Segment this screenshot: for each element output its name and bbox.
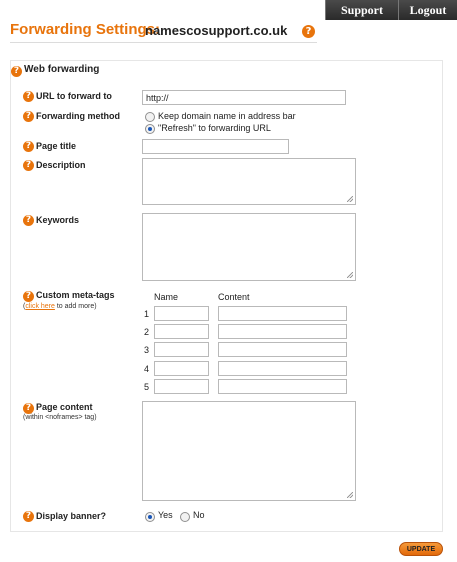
resize-grip[interactable] [347,272,353,278]
meta-content-input[interactable] [218,379,347,394]
help-icon[interactable]: ? [11,66,22,77]
meta-tags-hint: (click here to add more) [23,303,97,310]
help-icon[interactable]: ? [23,403,34,414]
meta-row-number: 3 [143,345,149,355]
url-label: URL to forward to [36,91,112,101]
content-column-header: Content [218,292,250,302]
help-icon[interactable]: ? [302,25,315,38]
page-title-label: Page title [36,141,77,151]
meta-content-input[interactable] [218,306,347,321]
logout-button[interactable]: Logout [398,0,457,20]
meta-row-number: 4 [143,364,149,374]
add-more-link[interactable]: click here [25,303,55,310]
support-button[interactable]: Support [325,0,398,20]
meta-name-input[interactable] [154,324,209,339]
name-column-header: Name [154,292,179,302]
meta-name-input[interactable] [154,379,209,394]
banner-label: Display banner? [36,511,107,521]
meta-name-input[interactable] [154,361,209,376]
keywords-textarea[interactable] [142,213,356,281]
meta-name-input[interactable] [154,342,209,357]
banner-yes-radio[interactable] [145,512,155,522]
help-icon[interactable]: ? [23,91,34,102]
banner-yes-label: Yes [158,510,173,520]
keywords-label: Keywords [36,215,80,225]
section-title: Web forwarding [24,64,100,75]
help-icon[interactable]: ? [23,291,34,302]
method-keep-label: Keep domain name in address bar [158,111,296,121]
meta-row-number: 1 [143,309,149,319]
help-icon[interactable]: ? [23,160,34,171]
meta-content-input[interactable] [218,324,347,339]
help-icon[interactable]: ? [23,511,34,522]
resize-grip[interactable] [347,492,353,498]
url-input[interactable] [142,90,346,105]
banner-no-radio[interactable] [180,512,190,522]
meta-row-number: 2 [143,327,149,337]
page-title-input[interactable] [142,139,289,154]
description-textarea[interactable] [142,158,356,205]
page-content-label: Page content [36,402,93,412]
resize-grip[interactable] [347,196,353,202]
update-button[interactable]: UPDATE [399,542,443,556]
method-refresh-label: "Refresh" to forwarding URL [158,123,271,133]
page-content-sublabel: (within <noframes> tag) [23,414,97,421]
page-content-textarea[interactable] [142,401,356,501]
title-divider [10,42,317,43]
meta-name-input[interactable] [154,306,209,321]
description-label: Description [36,160,86,170]
help-icon[interactable]: ? [23,141,34,152]
help-icon[interactable]: ? [23,111,34,122]
method-refresh-radio[interactable] [145,124,155,134]
meta-content-input[interactable] [218,361,347,376]
meta-row-number: 5 [143,382,149,392]
help-icon[interactable]: ? [23,215,34,226]
method-keep-radio[interactable] [145,112,155,122]
banner-no-label: No [193,510,205,520]
domain-name: namescosupport.co.uk [145,23,288,38]
meta-tags-label: Custom meta-tags [36,290,115,300]
meta-content-input[interactable] [218,342,347,357]
method-label: Forwarding method [36,111,120,121]
page-title: Forwarding Settings: [10,21,160,38]
